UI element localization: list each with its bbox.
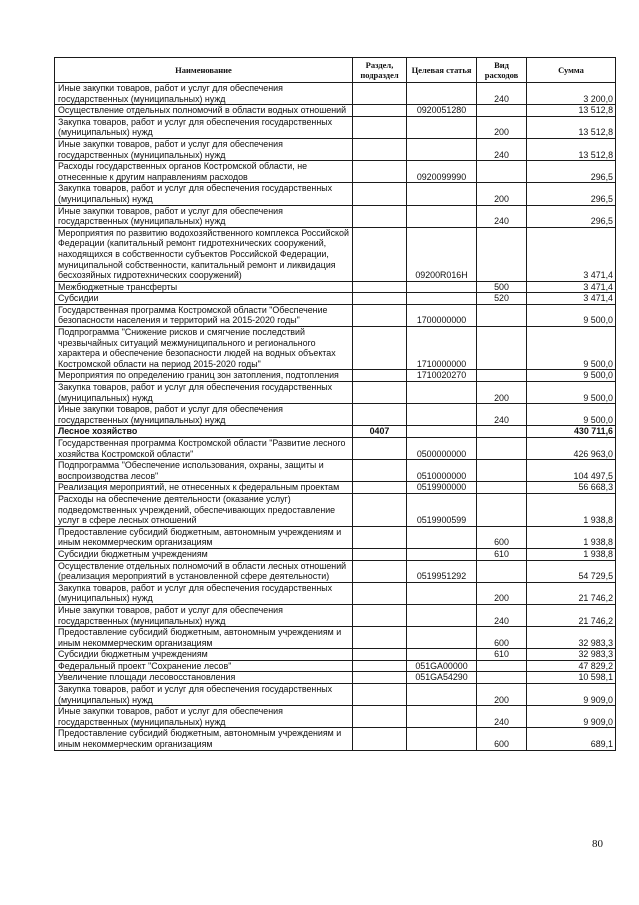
cell-expense-type: [477, 105, 527, 117]
cell-expense-type: [477, 227, 527, 281]
table-row: [55, 582, 616, 604]
cell-expense-type: [477, 426, 527, 438]
cell-section: [353, 672, 407, 684]
header-expense-type: Вид расходов: [477, 58, 527, 83]
cell-section: [353, 482, 407, 494]
table-row: [55, 105, 616, 117]
cell-sum: 296,5: [527, 183, 616, 205]
cell-expense-type: 200: [477, 116, 527, 138]
cell-name: Подпрограмма "Обеспечение использования, охраны, защиты и воспроизводства лесов": [55, 460, 353, 482]
cell-sum: 9 909,0: [527, 706, 616, 728]
cell-sum: 9 500,0: [527, 327, 616, 370]
cell-expense-type: 520: [477, 293, 527, 305]
table-row: [55, 281, 616, 293]
cell-name: Иные закупки товаров, работ и услуг для обеспечения государственных (муниципальных) нужд: [55, 404, 353, 426]
cell-name: Иные закупки товаров, работ и услуг для обеспечения государственных (муниципальных) нужд: [55, 604, 353, 626]
cell-sum: 3 471,4: [527, 281, 616, 293]
cell-name: Субсидии бюджетным учреждениям: [55, 548, 353, 560]
table-row: [55, 183, 616, 205]
cell-sum: 32 983,3: [527, 627, 616, 649]
cell-article: 051GA54290: [407, 672, 477, 684]
table-row: [55, 161, 616, 183]
cell-name: Закупка товаров, работ и услуг для обеспечения государственных (муниципальных) нужд: [55, 582, 353, 604]
cell-expense-type: 200: [477, 684, 527, 706]
cell-article: [407, 138, 477, 160]
cell-expense-type: 610: [477, 548, 527, 560]
cell-article: [407, 548, 477, 560]
cell-article: [407, 281, 477, 293]
cell-article: [407, 83, 477, 105]
cell-section: [353, 404, 407, 426]
cell-expense-type: 500: [477, 281, 527, 293]
cell-expense-type: [477, 327, 527, 370]
page-number: 80: [592, 838, 603, 850]
table-row: [55, 382, 616, 404]
cell-sum: 3 200,0: [527, 83, 616, 105]
cell-sum: 9 500,0: [527, 382, 616, 404]
table-row: [55, 304, 616, 326]
table-row: [55, 438, 616, 460]
cell-name: Межбюджетные трансферты: [55, 281, 353, 293]
cell-article: 0519900000: [407, 482, 477, 494]
cell-expense-type: [477, 493, 527, 526]
table-row: [55, 560, 616, 582]
cell-section: [353, 205, 407, 227]
cell-name: Увеличение площади лесовосстановления: [55, 672, 353, 684]
cell-section: [353, 582, 407, 604]
table-row: [55, 649, 616, 661]
cell-section: [353, 660, 407, 672]
cell-name: Закупка товаров, работ и услуг для обеспечения государственных (муниципальных) нужд: [55, 183, 353, 205]
cell-article: 1710020270: [407, 370, 477, 382]
cell-sum: 13 512,8: [527, 116, 616, 138]
table-row: [55, 526, 616, 548]
table-row: [55, 460, 616, 482]
cell-section: [353, 560, 407, 582]
cell-expense-type: [477, 370, 527, 382]
cell-section: [353, 116, 407, 138]
table-row: [55, 116, 616, 138]
cell-article: [407, 582, 477, 604]
header-section: Раздел, подраздел: [353, 58, 407, 83]
cell-section: [353, 83, 407, 105]
cell-section: [353, 327, 407, 370]
cell-name: Субсидии бюджетным учреждениям: [55, 649, 353, 661]
cell-section: 0407: [353, 426, 407, 438]
cell-expense-type: [477, 304, 527, 326]
table-row: [55, 293, 616, 305]
cell-section: [353, 526, 407, 548]
cell-expense-type: 200: [477, 382, 527, 404]
cell-sum: 54 729,5: [527, 560, 616, 582]
cell-article: 0519900599: [407, 493, 477, 526]
table-row: [55, 227, 616, 281]
cell-name: Закупка товаров, работ и услуг для обеспечения государственных (муниципальных) нужд: [55, 684, 353, 706]
cell-sum: 9 500,0: [527, 370, 616, 382]
cell-name: Лесное хозяйство: [55, 426, 353, 438]
table-body: [55, 83, 616, 751]
cell-name: Предоставление субсидий бюджетным, автономным учреждениям и иным некоммерческим организациям: [55, 627, 353, 649]
cell-section: [353, 649, 407, 661]
cell-sum: 3 471,4: [527, 293, 616, 305]
table-header-row: [55, 58, 616, 83]
cell-sum: 9 500,0: [527, 304, 616, 326]
cell-name: Закупка товаров, работ и услуг для обеспечения государственных (муниципальных) нужд: [55, 116, 353, 138]
cell-expense-type: 600: [477, 627, 527, 649]
cell-sum: 1 938,8: [527, 548, 616, 560]
cell-article: [407, 183, 477, 205]
cell-name: Реализация мероприятий, не отнесенных к федеральным проектам: [55, 482, 353, 494]
table-row: [55, 327, 616, 370]
cell-name: Расходы на обеспечение деятельности (оказание услуг) подведомственных учреждений, обеспечивающих предоставление услуг в сфере лесных отношений: [55, 493, 353, 526]
cell-expense-type: 240: [477, 706, 527, 728]
cell-section: [353, 460, 407, 482]
cell-expense-type: 200: [477, 183, 527, 205]
cell-article: [407, 684, 477, 706]
table-row: [55, 83, 616, 105]
cell-expense-type: 200: [477, 582, 527, 604]
cell-expense-type: 240: [477, 205, 527, 227]
cell-article: [407, 649, 477, 661]
cell-article: [407, 627, 477, 649]
cell-sum: 47 829,2: [527, 660, 616, 672]
cell-name: Предоставление субсидий бюджетным, автономным учреждениям и иным некоммерческим организациям: [55, 526, 353, 548]
cell-article: [407, 706, 477, 728]
cell-sum: 296,5: [527, 161, 616, 183]
cell-sum: 13 512,8: [527, 105, 616, 117]
cell-name: Иные закупки товаров, работ и услуг для обеспечения государственных (муниципальных) нужд: [55, 138, 353, 160]
cell-expense-type: [477, 438, 527, 460]
cell-section: [353, 227, 407, 281]
table-row: [55, 138, 616, 160]
table-row: [55, 684, 616, 706]
cell-article: [407, 205, 477, 227]
cell-section: [353, 493, 407, 526]
cell-sum: 430 711,6: [527, 426, 616, 438]
header-article: Целевая статья: [407, 58, 477, 83]
cell-section: [353, 105, 407, 117]
cell-name: Иные закупки товаров, работ и услуг для обеспечения государственных (муниципальных) нужд: [55, 83, 353, 105]
table-row: [55, 627, 616, 649]
cell-expense-type: 240: [477, 404, 527, 426]
cell-sum: 1 938,8: [527, 526, 616, 548]
cell-sum: 10 598,1: [527, 672, 616, 684]
table-row: [55, 672, 616, 684]
cell-section: [353, 627, 407, 649]
cell-article: 0510000000: [407, 460, 477, 482]
cell-name: Осуществление отдельных полномочий в области водных отношений: [55, 105, 353, 117]
cell-section: [353, 183, 407, 205]
cell-article: 1700000000: [407, 304, 477, 326]
cell-name: Государственная программа Костромской области "Обеспечение безопасности населения и территорий на 2015-2020 годы": [55, 304, 353, 326]
budget-table: [54, 57, 616, 751]
cell-article: [407, 382, 477, 404]
table-row: [55, 426, 616, 438]
cell-name: Иные закупки товаров, работ и услуг для обеспечения государственных (муниципальных) нужд: [55, 205, 353, 227]
cell-name: Мероприятия по определению границ зон затопления, подтопления: [55, 370, 353, 382]
cell-name: Государственная программа Костромской области "Развитие лесного хозяйства Костромской области": [55, 438, 353, 460]
cell-article: [407, 728, 477, 750]
cell-article: 0500000000: [407, 438, 477, 460]
cell-name: Предоставление субсидий бюджетным, автономным учреждениям и иным некоммерческим организациям: [55, 728, 353, 750]
cell-name: Закупка товаров, работ и услуг для обеспечения государственных (муниципальных) нужд: [55, 382, 353, 404]
cell-name: Осуществление отдельных полномочий в области лесных отношений (реализация мероприятий в установленной сфере деятельности): [55, 560, 353, 582]
table-row: [55, 728, 616, 750]
cell-sum: 426 963,0: [527, 438, 616, 460]
cell-expense-type: 240: [477, 138, 527, 160]
cell-sum: 21 746,2: [527, 604, 616, 626]
cell-section: [353, 548, 407, 560]
cell-article: [407, 604, 477, 626]
cell-sum: 13 512,8: [527, 138, 616, 160]
cell-sum: 21 746,2: [527, 582, 616, 604]
table-row: [55, 404, 616, 426]
table-row: [55, 370, 616, 382]
cell-expense-type: [477, 460, 527, 482]
cell-expense-type: 240: [477, 83, 527, 105]
cell-article: [407, 426, 477, 438]
cell-article: 0920099990: [407, 161, 477, 183]
cell-name: Расходы государственных органов Костромской области, не отнесенные к другим направлениям расходов: [55, 161, 353, 183]
header-sum: Сумма: [527, 58, 616, 83]
cell-section: [353, 138, 407, 160]
cell-sum: 9 909,0: [527, 684, 616, 706]
table-row: [55, 604, 616, 626]
cell-section: [353, 604, 407, 626]
cell-section: [353, 706, 407, 728]
cell-section: [353, 304, 407, 326]
table-row: [55, 660, 616, 672]
cell-expense-type: 600: [477, 526, 527, 548]
cell-name: Подпрограмма "Снижение рисков и смягчение последствий чрезвычайных ситуаций межмуниципального и регионального характера и обеспечение безопасности людей на водных объектах Костромской области на период 2015-2020 годы": [55, 327, 353, 370]
table-row: [55, 706, 616, 728]
cell-section: [353, 728, 407, 750]
cell-article: [407, 526, 477, 548]
cell-article: 09200R016H: [407, 227, 477, 281]
cell-sum: 3 471,4: [527, 227, 616, 281]
table-row: [55, 205, 616, 227]
cell-sum: 296,5: [527, 205, 616, 227]
cell-section: [353, 281, 407, 293]
cell-name: Федеральный проект "Сохранение лесов": [55, 660, 353, 672]
table-row: [55, 482, 616, 494]
cell-article: 0519951292: [407, 560, 477, 582]
cell-article: 0920051280: [407, 105, 477, 117]
cell-section: [353, 370, 407, 382]
cell-expense-type: [477, 660, 527, 672]
cell-expense-type: [477, 482, 527, 494]
cell-article: 051GA00000: [407, 660, 477, 672]
header-name: Наименование: [55, 58, 353, 83]
cell-section: [353, 161, 407, 183]
cell-article: [407, 116, 477, 138]
table-row: [55, 493, 616, 526]
cell-section: [353, 684, 407, 706]
cell-section: [353, 382, 407, 404]
cell-section: [353, 293, 407, 305]
cell-name: Субсидии: [55, 293, 353, 305]
cell-name: Иные закупки товаров, работ и услуг для обеспечения государственных (муниципальных) нужд: [55, 706, 353, 728]
cell-sum: 104 497,5: [527, 460, 616, 482]
cell-section: [353, 438, 407, 460]
cell-sum: 1 938,8: [527, 493, 616, 526]
cell-article: 1710000000: [407, 327, 477, 370]
cell-expense-type: [477, 560, 527, 582]
cell-sum: 32 983,3: [527, 649, 616, 661]
cell-article: [407, 404, 477, 426]
cell-article: [407, 293, 477, 305]
cell-expense-type: 600: [477, 728, 527, 750]
budget-table-container: [54, 57, 615, 751]
cell-name: Мероприятия по развитию водохозяйственного комплекса Российской Федерации (капитальный ремонт гидротехнических сооружений, находящихся в собственности субъектов Российской Федерации, муниципальной собственности, капитальный ремонт и ликвидация бесхозяйных гидротехнических сооружений): [55, 227, 353, 281]
cell-sum: 56 668,3: [527, 482, 616, 494]
table-row: [55, 548, 616, 560]
cell-expense-type: 240: [477, 604, 527, 626]
cell-expense-type: 610: [477, 649, 527, 661]
cell-expense-type: [477, 672, 527, 684]
cell-sum: 689,1: [527, 728, 616, 750]
cell-expense-type: [477, 161, 527, 183]
cell-sum: 9 500,0: [527, 404, 616, 426]
